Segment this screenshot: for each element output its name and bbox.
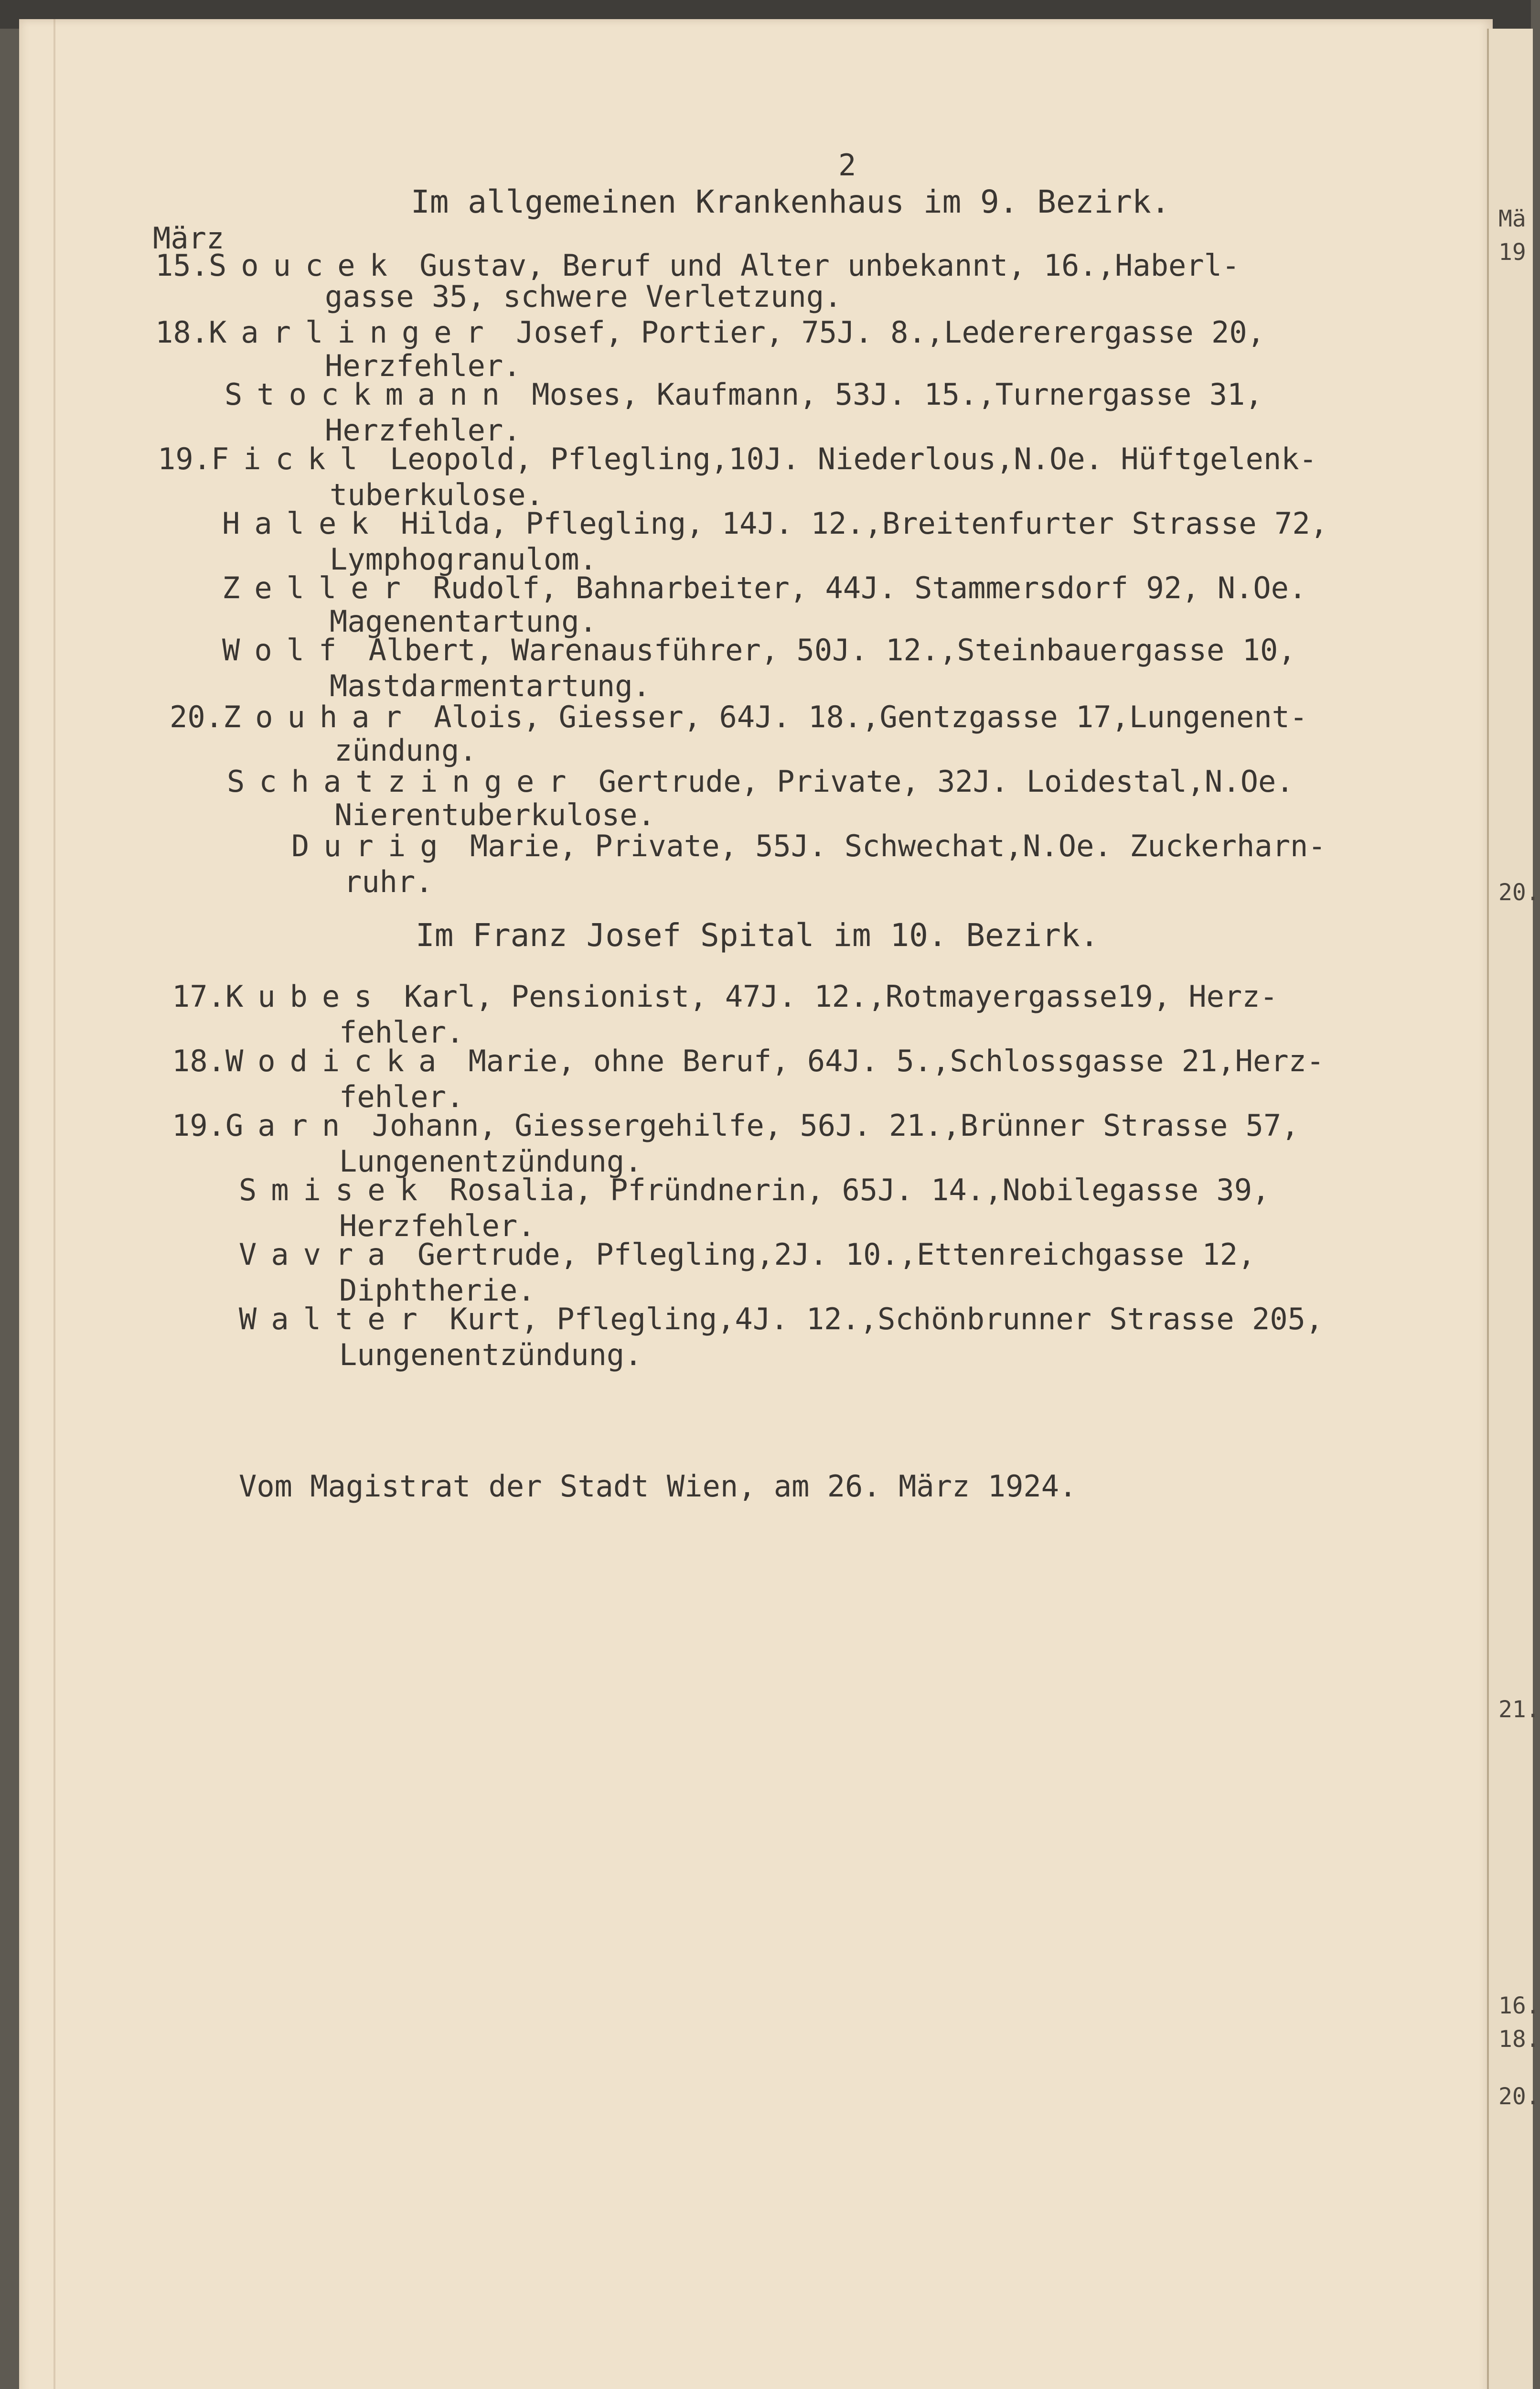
entry-line: [225, 377, 1263, 412]
entry-surname: Durig: [291, 829, 452, 863]
entry-line: [222, 570, 1307, 605]
entry-line: [170, 699, 1308, 734]
entry-line: [239, 1237, 1256, 1272]
adjacent-fragment: 21.: [1498, 1696, 1540, 1723]
entry-continuation: Lungenentzündung.: [339, 1337, 642, 1372]
adjacent-fragment: Mä: [1498, 205, 1526, 232]
entry-continuation: fehler.: [339, 1015, 464, 1050]
adjacent-fragment: 19: [1498, 239, 1526, 266]
entry-line: [155, 248, 1240, 283]
entry-text: Kurt, Pflegling,4J. 12.,Schönbrunner Strasse 205,: [431, 1302, 1324, 1336]
entry-text: Karl, Pensionist, 47J. 12.,Rotmayergasse19, Herz-: [386, 979, 1278, 1014]
entry-date: 15.: [155, 248, 209, 283]
entry-text: Albert, Warenausführer, 50J. 12.,Steinbauergasse 10,: [351, 633, 1296, 667]
page-number: 2: [838, 148, 856, 183]
entry-text: Marie, ohne Beruf, 64J. 5.,Schlossgasse 21,Herz-: [450, 1044, 1325, 1078]
entry-surname: Karlinger: [208, 315, 498, 350]
entry-text: Johann, Giessergehilfe, 56J. 21.,Brünner Strasse 57,: [354, 1108, 1299, 1143]
entry-continuation: Lymphogranulom.: [330, 542, 597, 577]
entry-continuation: fehler.: [339, 1079, 464, 1114]
entry-line: [222, 635, 1296, 665]
entry-continuation: Herzfehler.: [325, 348, 521, 383]
entry-continuation: gasse 35, schwere Verletzung.: [325, 279, 842, 314]
entry-surname: Stockmann: [225, 377, 514, 412]
entry-line: [239, 1175, 1270, 1205]
entry-line: [172, 1108, 1299, 1143]
entry-surname: Fickl: [211, 441, 372, 476]
entry-continuation: Diphtherie.: [339, 1273, 535, 1308]
adjacent-fragment: 20.: [1498, 879, 1540, 906]
entry-surname: Wolf: [222, 633, 351, 667]
adjacent-fragment: 16.: [1498, 1992, 1540, 2019]
entry-text: Alois, Giesser, 64J. 18.,Gentzgasse 17,Lungenent-: [416, 699, 1308, 734]
entry-surname: Garn: [225, 1108, 354, 1143]
entry-line: [172, 1046, 1324, 1076]
entry-text: Gustav, Beruf und Alter unbekannt, 16.,Haberl-: [401, 248, 1240, 283]
entry-line: [239, 1304, 1323, 1334]
entry-continuation: Herzfehler.: [325, 413, 521, 448]
entry-continuation: Nierentuberkulose.: [334, 797, 655, 832]
entry-line: [172, 979, 1278, 1014]
entry-continuation: Mastdarmentartung.: [330, 668, 651, 703]
entry-text: Rosalia, Pfründnerin, 65J. 14.,Nobilegasse 39,: [431, 1173, 1270, 1207]
entry-continuation: ruhr.: [344, 864, 433, 899]
entry-continuation: Magenentartung.: [330, 604, 597, 639]
entry-continuation: zündung.: [334, 733, 477, 768]
entry-line: [155, 315, 1265, 350]
entry-surname: Kubes: [225, 979, 386, 1014]
entry-date: 19.: [158, 441, 211, 476]
adjacent-fragment: 18.: [1498, 2026, 1540, 2053]
entry-surname: Walter: [239, 1302, 432, 1336]
adjacent-fragment: 20.: [1498, 2083, 1540, 2110]
section-heading-franz-josef-spital: Im Franz Josef Spital im 10. Bezirk.: [416, 917, 1099, 954]
closing-line: Vom Magistrat der Stadt Wien, am 26. März 1924.: [239, 1469, 1077, 1504]
entry-continuation: Lungenentzündung.: [339, 1144, 642, 1179]
entry-surname: Vavra: [239, 1237, 400, 1272]
entry-date: 18.: [172, 1044, 225, 1078]
entry-text: Rudolf, Bahnarbeiter, 44J. Stammersdorf 92, N.Oe.: [415, 570, 1307, 605]
entry-text: Gertrude, Private, 32J. Loidestal,N.Oe.: [580, 764, 1294, 799]
entry-text: Leopold, Pflegling,10J. Niederlous,N.Oe. Hüftgelenk-: [372, 441, 1317, 476]
entry-text: Hilda, Pflegling, 14J. 12.,Breitenfurter Strasse 72,: [383, 506, 1328, 541]
entry-date: 17.: [172, 979, 225, 1014]
entry-text: Moses, Kaufmann, 53J. 15.,Turnergasse 31,: [513, 377, 1263, 412]
entry-text: Gertrude, Pflegling,2J. 10.,Ettenreichgasse 12,: [399, 1237, 1256, 1272]
entry-date: 20.: [170, 699, 223, 734]
entry-line: [222, 506, 1328, 541]
entry-date: 19.: [172, 1108, 225, 1143]
entry-surname: Zeller: [222, 570, 415, 605]
entry-surname: Zouhar: [223, 699, 416, 734]
entry-text: Marie, Private, 55J. Schwechat,N.Oe. Zuckerharn-: [452, 829, 1326, 863]
entry-line: [158, 441, 1317, 476]
entry-surname: Soucek: [208, 248, 402, 283]
month-label: März: [153, 221, 225, 256]
entry-surname: Wodicka: [225, 1044, 451, 1078]
entry-continuation: Herzfehler.: [339, 1208, 535, 1243]
entry-line: [227, 764, 1294, 799]
entry-text: Josef, Portier, 75J. 8.,Ledererergasse 20,: [498, 315, 1265, 350]
entry-date: 18.: [155, 315, 209, 350]
entry-surname: Halek: [222, 506, 383, 541]
entry-continuation: tuberkulose.: [330, 477, 544, 512]
entry-surname: Smisek: [239, 1173, 432, 1207]
entry-surname: Schatzinger: [227, 764, 581, 799]
section-heading-allgemeines-krankenhaus: Im allgemeinen Krankenhaus im 9. Bezirk.: [411, 183, 1170, 220]
entry-line: [291, 831, 1326, 861]
